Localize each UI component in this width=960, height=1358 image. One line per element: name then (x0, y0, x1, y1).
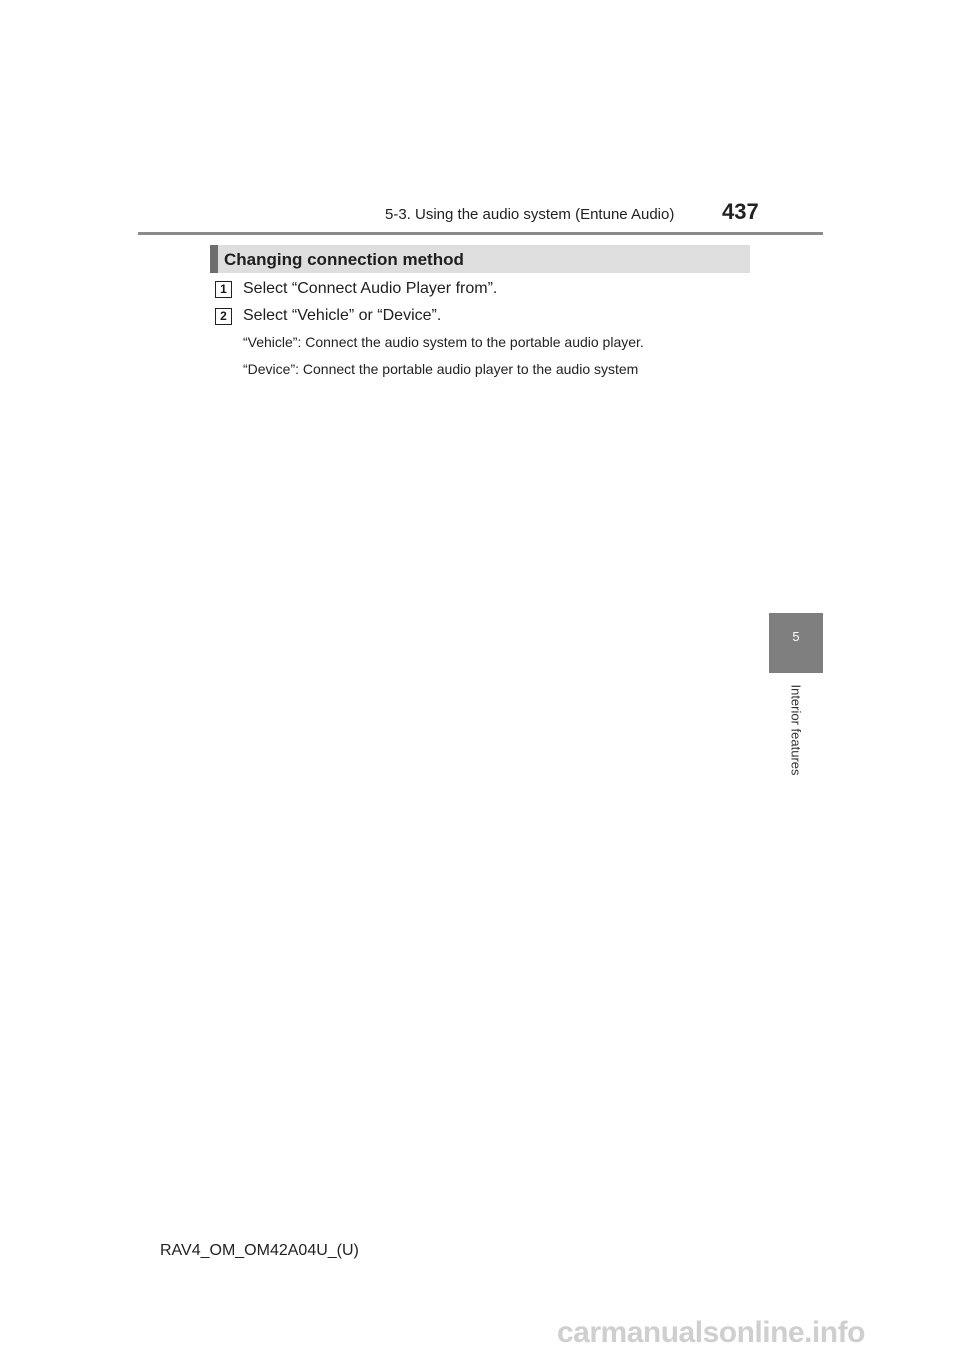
step-2 (215, 306, 441, 326)
note-vehicle: “Vehicle”: Connect the audio system to the portable audio player. (243, 334, 644, 350)
step-text: Select “Vehicle” or “Device”. (243, 307, 442, 324)
header-rule (138, 232, 823, 235)
step-text: Select “Connect Audio Player from”. (243, 280, 498, 297)
chapter-number: 5 (792, 629, 800, 644)
note-device: “Device”: Connect the portable audio player to the audio system (243, 361, 639, 377)
header-section-title: 5-3. Using the audio system (Entune Audio) (385, 206, 675, 223)
watermark: carmanualsonline.info (557, 1316, 865, 1349)
section-heading-accent (210, 245, 218, 273)
chapter-tab (769, 613, 823, 673)
step-number-badge: 1 (215, 281, 232, 298)
step-1 (215, 279, 497, 299)
page-number: 437 (722, 199, 759, 224)
section-heading-title: Changing connection method (224, 250, 464, 269)
section-heading-bar (210, 245, 750, 273)
step-number-badge: 2 (215, 308, 232, 325)
chapter-label: Interior features (788, 684, 804, 776)
document-code: RAV4_OM_OM42A04U_(U) (160, 1242, 359, 1259)
